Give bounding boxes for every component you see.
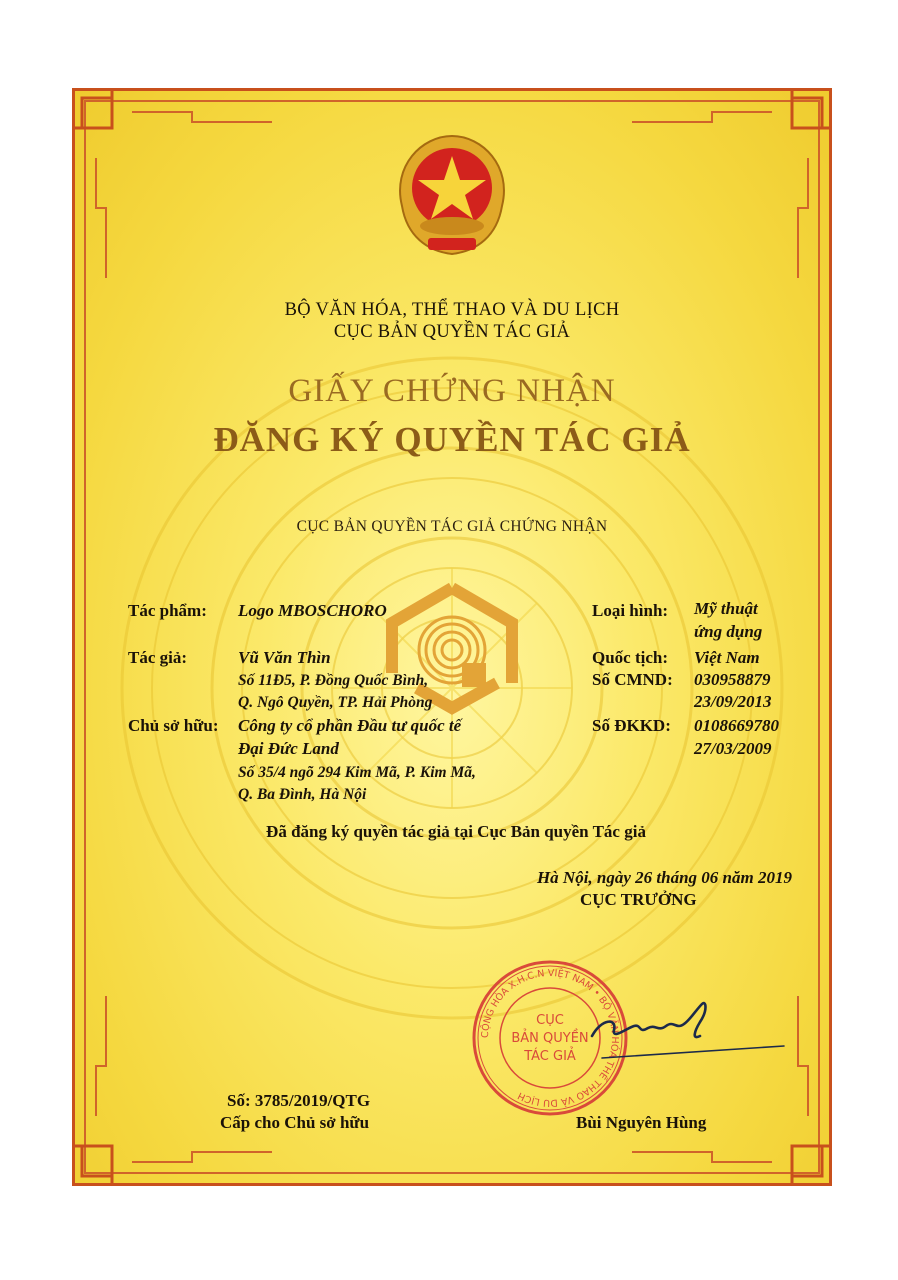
id-date: 23/09/2013 <box>694 692 772 711</box>
author-name: Vũ Văn Thìn <box>238 648 331 667</box>
owner-name-line1: Công ty cổ phần Đầu tư quốc tế <box>238 716 462 735</box>
issued-to: Cấp cho Chủ sở hữu <box>220 1113 370 1132</box>
type-value-line2: ứng dụng <box>694 622 763 641</box>
nationality-value: Việt Nam <box>694 648 760 667</box>
owner-label: Chủ sở hữu: <box>128 716 219 735</box>
author-address-line1: Số 11Đ5, P. Đồng Quốc Bình, <box>238 672 429 689</box>
author-address-line2: Q. Ngô Quyền, TP. Hải Phòng <box>238 694 433 711</box>
author-label: Tác giả: <box>128 648 188 667</box>
national-emblem-icon <box>382 126 522 266</box>
signer-name: Bùi Nguyên Hùng <box>576 1113 707 1132</box>
signer-title: CỤC TRƯỞNG <box>580 890 697 909</box>
id-number: 030958879 <box>694 670 771 689</box>
work-label: Tác phẩm: <box>128 601 207 620</box>
business-date: 27/03/2009 <box>694 739 772 758</box>
nationality-label: Quốc tịch: <box>592 648 669 667</box>
certificate-title-line2: ĐĂNG KÝ QUYỀN TÁC GIẢ <box>213 420 691 459</box>
owner-address-line1: Số 35/4 ngõ 294 Kim Mã, P. Kim Mã, <box>238 764 476 781</box>
id-label: Số CMND: <box>592 670 673 689</box>
work-value: Logo MBOSCHORO <box>238 601 387 620</box>
ministry-name: BỘ VĂN HÓA, THỂ THAO VÀ DU LỊCH <box>284 300 620 320</box>
owner-address-line2: Q. Ba Đình, Hà Nội <box>238 786 367 803</box>
certificate-number: Số: 3785/2019/QTG <box>227 1091 371 1110</box>
seal-outer-text: CỘNG HÒA X.H.C.N VIỆT NAM • BỘ VĂN HÓA THỂ THAO VÀ DU LỊCH <box>479 967 621 1109</box>
seal-inner-line3: TÁC GIẢ <box>524 1049 576 1064</box>
business-number: 0108669780 <box>694 716 779 735</box>
certifier-line: CỤC BẢN QUYỀN TÁC GIẢ CHỨNG NHẬN <box>296 518 608 535</box>
owner-name-line2: Đại Đức Land <box>238 739 339 758</box>
registered-statement: Đã đăng ký quyền tác giả tại Cục Bản quyền Tác giả <box>266 822 646 841</box>
type-label: Loại hình: <box>592 601 669 620</box>
business-label: Số ĐKKD: <box>592 716 671 735</box>
type-value-line1: Mỹ thuật <box>694 599 758 618</box>
certificate-title-line1: GIẤY CHỨNG NHẬN <box>288 373 616 409</box>
seal-inner-line1: CỤC <box>536 1013 564 1028</box>
department-name: CỤC BẢN QUYỀN TÁC GIẢ <box>333 322 571 342</box>
signature-mark <box>572 988 802 1078</box>
date-place: Hà Nội, ngày 26 tháng 06 năm 2019 <box>536 868 792 887</box>
seal-inner-line2: BẢN QUYỀN <box>511 1031 589 1046</box>
certificate <box>72 88 832 1186</box>
